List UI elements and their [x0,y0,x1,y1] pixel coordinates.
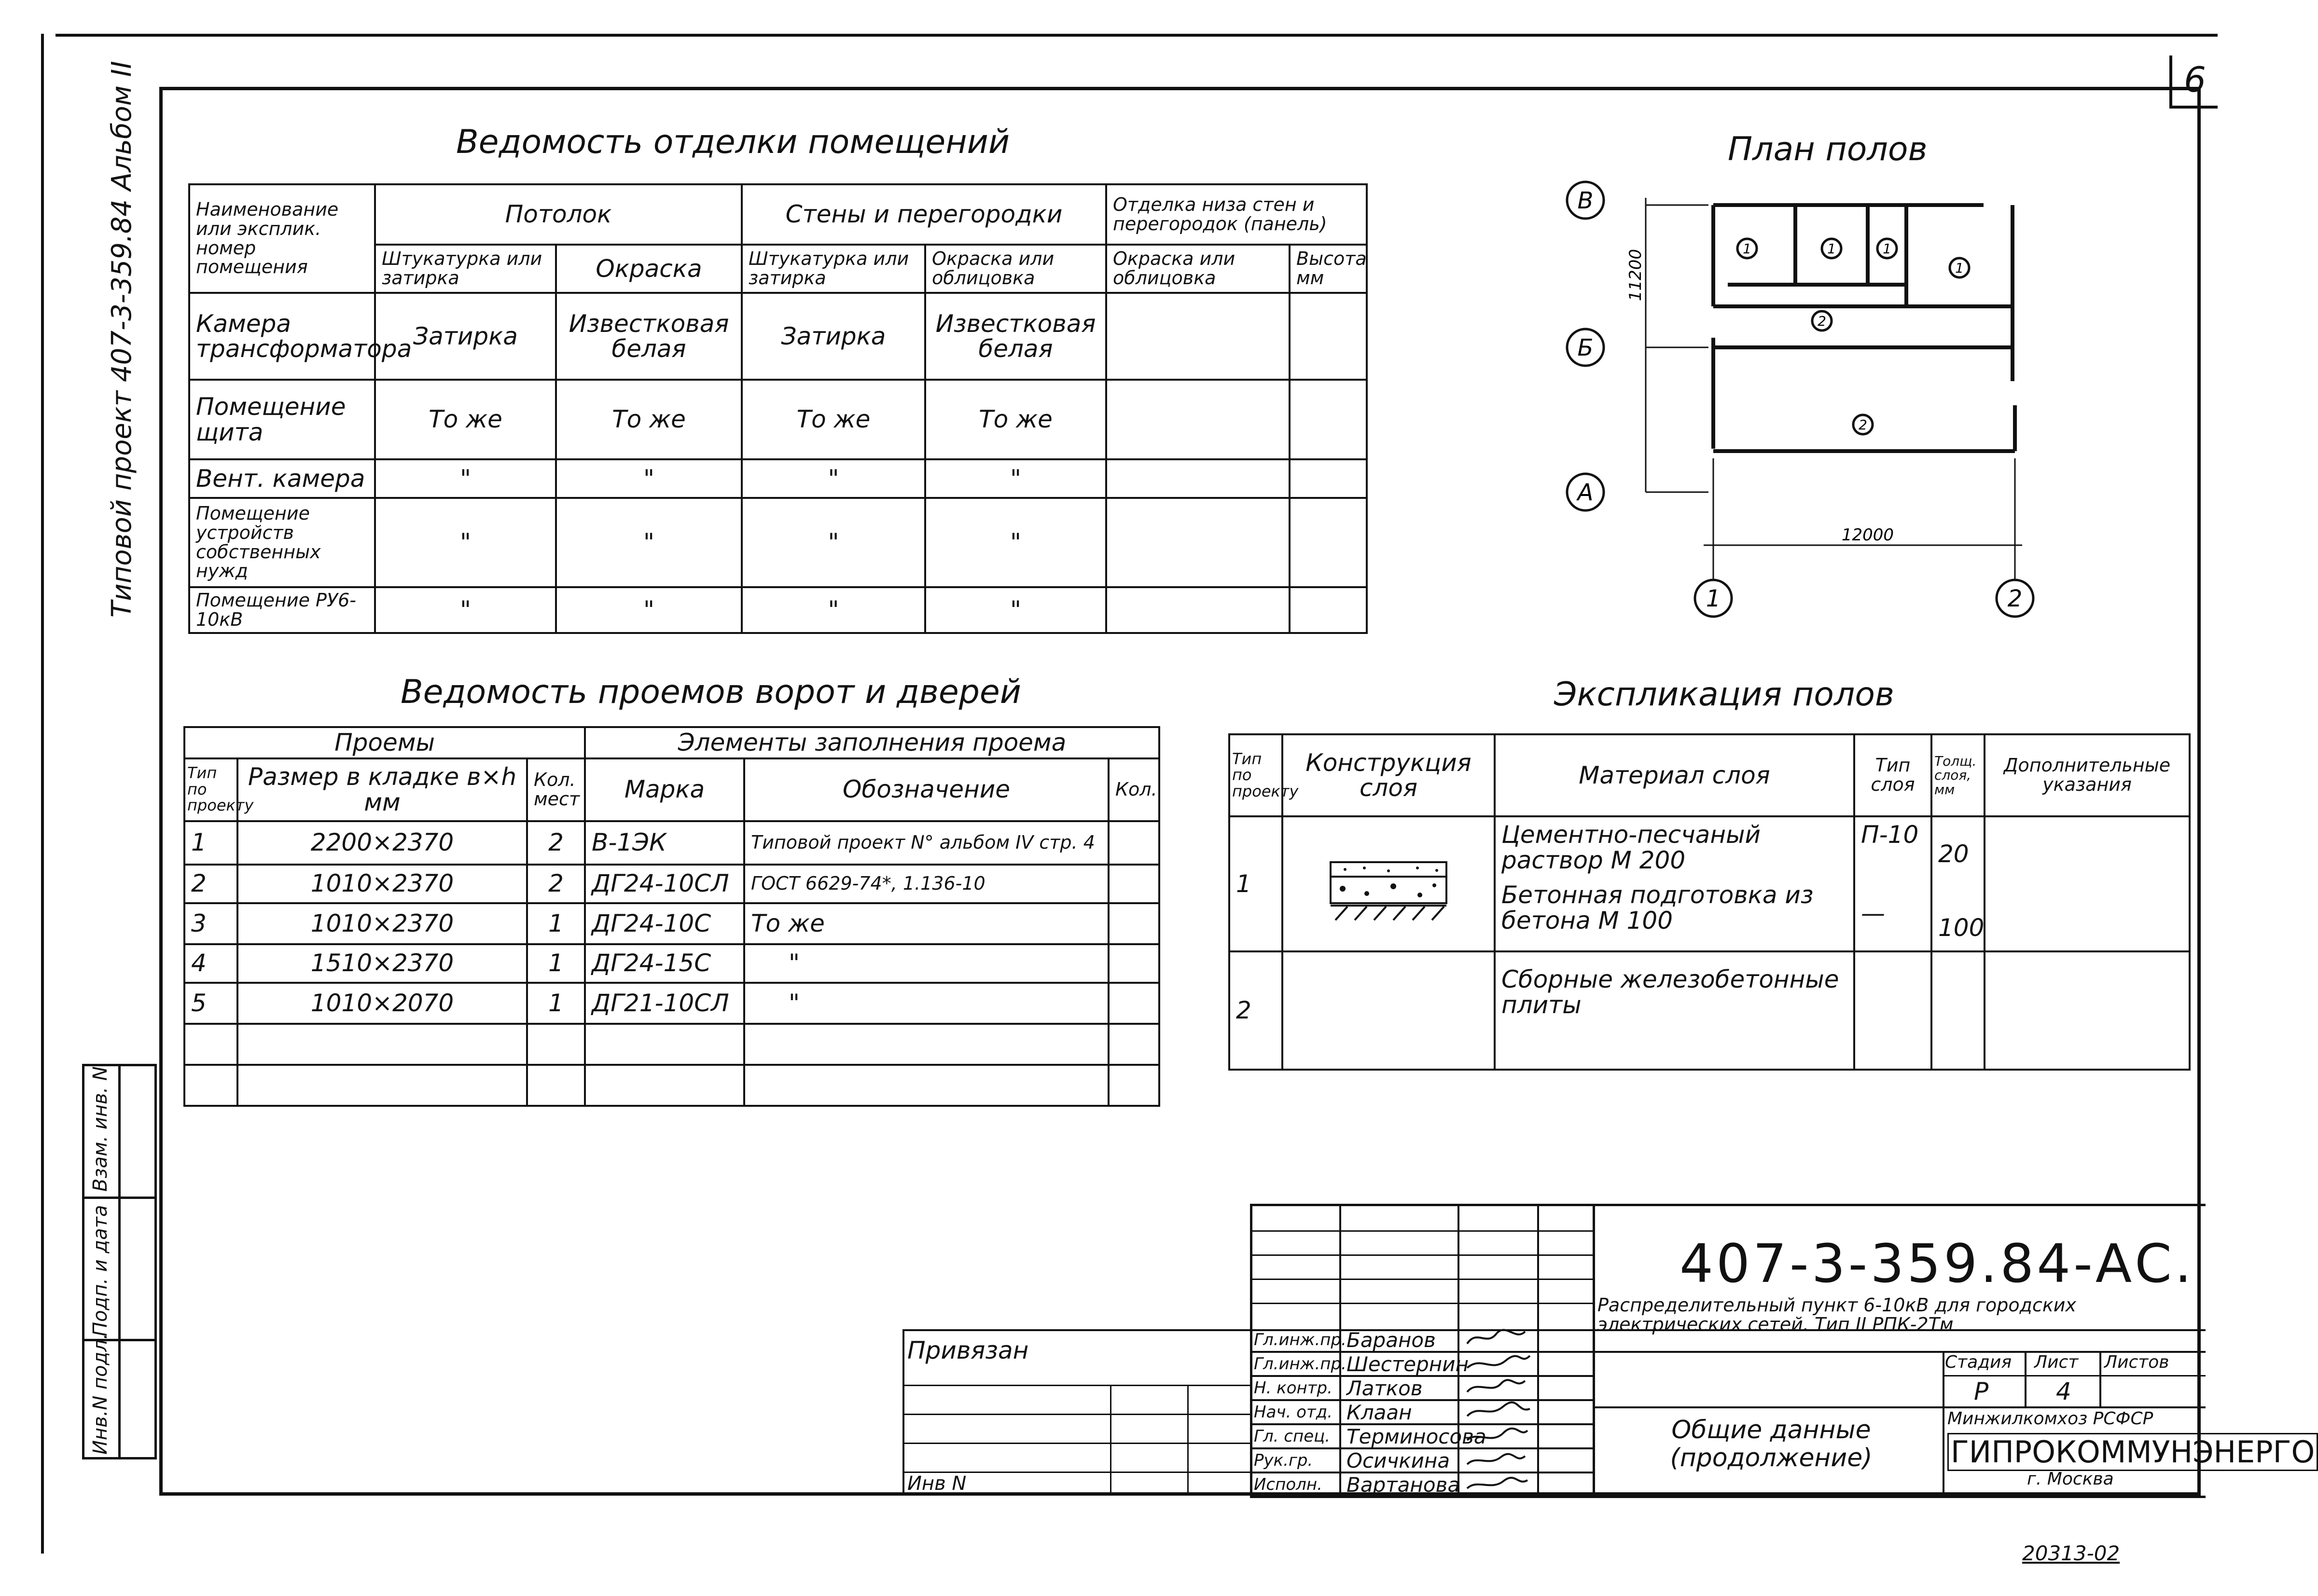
finish-cell: " [375,498,556,587]
signer-name: Терминосова [1346,1425,1486,1448]
finish-h-height: Высота мм [1290,245,1367,293]
finish-room: Помещение РУ6-10кВ [189,587,375,633]
opening-cell: 1 [184,821,237,865]
table-row [184,1024,1159,1065]
signer-role: Рук.гр. [1254,1451,1313,1470]
stamp-line [1593,1204,1595,1496]
signer-name: Клаан [1346,1401,1412,1424]
finish-cell [1106,459,1290,498]
opening-cell: То же [744,903,1109,944]
stamp-line [2099,1351,2101,1406]
opening-cell: 1010×2370 [237,903,527,944]
attached-line [1187,1385,1189,1496]
expl-cell [1931,951,1985,1070]
table-row [184,821,1159,865]
finish-cell: " [375,587,556,633]
expl-h-type: Тип по проекту [1229,734,1282,816]
side-label: Типовой проект 407-3-359.84 Альбом II [106,61,138,618]
room-mark: 1 [1827,241,1836,257]
signer-role: Гл. спец. [1254,1427,1331,1446]
finish-cell: То же [375,380,556,459]
stamp-line [1943,1351,1944,1496]
opening-cell: " [744,983,1109,1024]
floor-plan-title: План полов [1728,130,1928,168]
finish-cell: То же [925,380,1106,459]
axis-label: 2 [2007,585,2023,612]
finish-cell: " [925,498,1106,587]
finish-cell: Затирка [375,293,556,380]
opening-cell [1109,903,1159,944]
stamp-line [1250,1279,1593,1280]
finish-h-name: Наименование или эксплик. номер помещения [189,184,375,293]
table-row [184,865,1159,903]
finish-cell: " [742,498,925,587]
opening-cell: ДГ24-15С [585,944,744,983]
finish-cell: " [556,587,742,633]
signer-role: Нач. отд. [1254,1403,1333,1422]
signer-role: Исполн. [1254,1475,1322,1494]
table-row [1229,816,2190,951]
signatures [1462,1327,1535,1496]
floor-section-icon [1321,843,1456,925]
stamp-ministry: Минжилкомхоз РСФСР [1947,1409,2153,1429]
openings-h-count: Кол. мест [527,758,585,821]
finish-cell: Известковая белая [556,293,742,380]
room-mark: 2 [1818,313,1826,329]
finish-cell [1290,380,1367,459]
stamp-line [1250,1254,1593,1256]
floor-section-cell [1282,816,1495,951]
openings-table-title: Ведомость проемов ворот и дверей [401,673,1021,711]
expl-thickness: 100 [1938,913,1985,942]
opening-cell: 5 [184,983,237,1024]
table-row [184,983,1159,1024]
explication-title: Экспликация полов [1554,675,1895,714]
expl-cell: 1 [1229,816,1282,951]
opening-cell [1109,983,1159,1024]
table-row [184,903,1159,944]
expl-cell: 2 [1229,951,1282,1070]
stamp-line [1250,1204,2206,1206]
signer-name: Шестернин [1346,1352,1469,1376]
finish-cell: " [925,459,1106,498]
expl-h-notes: Дополнительные указания [1985,734,2190,816]
signer-name: Осичкина [1346,1449,1450,1472]
axis-label: Б [1577,334,1594,361]
attached-label: Привязан [907,1336,1029,1364]
finish-cell: " [925,587,1106,633]
openings-h-desig: Обозначение [744,758,1109,821]
opening-cell: 2 [527,865,585,903]
stamp-line [2025,1351,2027,1406]
room-mark: 1 [1883,241,1891,257]
opening-cell: 2200×2370 [237,821,527,865]
opening-cell: " [744,944,1109,983]
finish-cell: Известковая белая [925,293,1106,380]
stamp-block [1250,1204,2315,1497]
expl-layer-type: — [1861,899,1885,927]
finish-h-plaster: Штукатурка или затирка [375,245,556,293]
stamp-line [1943,1406,2206,1408]
finish-h-paint: Окраска [556,245,742,293]
stamp-doc-code: 407-3-359.84-АС. [1680,1233,2194,1294]
left-stamp-replace: Взам. инв. N [89,1066,111,1192]
dim-horizontal: 12000 [1841,525,1894,545]
room-mark: 2 [1859,417,1867,433]
expl-material: Бетонная подготовка из бетона М 100 [1501,881,1814,935]
opening-cell: 1 [527,983,585,1024]
opening-cell: 4 [184,944,237,983]
openings-table [183,726,1160,1107]
stamp-sheet: 4 [2056,1377,2071,1405]
opening-cell: 1010×2370 [237,865,527,903]
stamp-project-title: Распределительный пункт 6-10кВ для городских электрических сетей. Тип II РПК-2Тм [1597,1294,2076,1335]
openings-h-elements: Элементы заполнения проема [585,727,1159,758]
finish-cell [1106,380,1290,459]
expl-h-thickness: Толщ. слоя, мм [1931,734,1985,816]
finish-cell: Затирка [742,293,925,380]
opening-cell: ДГ24-10С [585,903,744,944]
stamp-sheet-label: Лист [2034,1352,2079,1372]
stamp-line [1457,1204,1459,1496]
left-stamp-divider [82,1197,157,1199]
left-stamp-sign: Подп. и дата [89,1205,111,1336]
signer-name: Баранов [1346,1328,1436,1352]
stamp-org: ГИПРОКОММУНЭНЕРГО [1947,1433,2318,1471]
attached-line [902,1414,1250,1415]
expl-thickness: 20 [1938,840,1969,868]
stamp-city: г. Москва [2027,1469,2114,1489]
expl-cell [1854,951,1931,1070]
table-row [184,944,1159,983]
expl-material: Сборные железобетонные плиты [1495,951,1854,1070]
table-row [189,293,1367,380]
floor-plan-drawing [1559,169,2066,632]
room-mark: 1 [1743,241,1751,257]
opening-cell: 2 [527,821,585,865]
finish-table-title: Ведомость отделки помещений [456,123,1010,161]
stamp-sheet-title: Общие данные (продолжение) [1670,1416,1873,1472]
opening-cell: 3 [184,903,237,944]
opening-cell: 1010×2070 [237,983,527,1024]
opening-cell: 1 [527,903,585,944]
finish-h-lower: Отделка низа стен и перегородок (панель) [1106,184,1367,245]
finish-cell [1290,293,1367,380]
stamp-line [1250,1303,1593,1304]
stamp-line [1943,1375,2206,1376]
signer-role: Н. контр. [1254,1378,1333,1398]
opening-cell: 1510×2370 [237,944,527,983]
expl-h-layer-type: Тип слоя [1854,734,1931,816]
finish-cell: " [556,498,742,587]
axis-label: А [1577,479,1594,506]
finish-room: Вент. камера [189,459,375,498]
dim-vertical: 11200 [1626,248,1645,302]
expl-cell [1985,816,2190,951]
signer-name: Латков [1346,1376,1423,1400]
floor-explication-table [1228,733,2191,1071]
axis-label: 1 [1706,585,1721,612]
expl-layer-type: П-10 [1861,821,1919,849]
signer-role: Гл.инж.пр. [1254,1354,1346,1374]
finish-h-ceiling: Потолок [375,184,742,245]
opening-cell: В-1ЭК [585,821,744,865]
finish-cell: " [742,459,925,498]
openings-h-openings: Проемы [184,727,585,758]
finish-cell [1290,498,1367,587]
finish-room: Помещение устройств собственных нужд [189,498,375,587]
finish-cell [1290,459,1367,498]
expl-h-material: Материал слоя [1495,734,1854,816]
finish-room: Камера трансформатора [189,293,375,380]
inv-label: Инв N [907,1472,967,1495]
finish-room: Помещение щита [189,380,375,459]
finish-cell: " [375,459,556,498]
stamp-line [1250,1230,1593,1232]
stamp-line [1339,1204,1341,1496]
table-row [1229,951,2190,1070]
finish-table [188,183,1368,634]
axis-label: В [1577,187,1594,214]
room-mark: 1 [1955,260,1964,276]
attached-line [902,1443,1250,1444]
attached-line [902,1385,1250,1386]
signer-name: Вартанова [1346,1473,1460,1497]
finish-cell [1106,293,1290,380]
openings-h-type: Тип по проекту [184,758,237,821]
opening-cell [1109,821,1159,865]
left-stamp-inv: Инв.N подл. [89,1333,111,1455]
expl-h-construction: Конструкция слоя [1282,734,1495,816]
table-row [189,459,1367,498]
finish-cell: " [556,459,742,498]
openings-h-mark: Марка [585,758,744,821]
opening-cell: 2 [184,865,237,903]
frame-left-line [41,34,44,1554]
opening-cell: ДГ21-10СЛ [585,983,744,1024]
bottom-code: 20313-02 [2022,1541,2120,1565]
finish-cell [1106,587,1290,633]
left-stamp-divider [118,1064,121,1459]
opening-cell [1109,944,1159,983]
expl-cell [1282,951,1495,1070]
table-row [189,587,1367,633]
stamp-line [1250,1204,1252,1496]
finish-cell [1290,587,1367,633]
attached-line [1110,1385,1111,1496]
openings-h-size: Размер в кладке в×h мм [237,758,527,821]
finish-h-paint2: Окраска или облицовка [925,245,1106,293]
stamp-stage: Р [1974,1377,1989,1405]
frame-top-line [56,34,2218,37]
finish-cell: То же [556,380,742,459]
signer-role: Гл.инж.пр. [1254,1330,1346,1349]
opening-cell: Типовой проект N° альбом IV стр. 4 [744,821,1109,865]
sheet-number: 6 [2169,55,2218,109]
opening-cell: 1 [527,944,585,983]
expl-material: Цементно-песчаный раствор М 200 [1501,821,1761,874]
expl-cell [1985,951,2190,1070]
table-row [184,1065,1159,1106]
finish-cell: " [742,587,925,633]
finish-h-walls: Стены и перегородки [742,184,1106,245]
stamp-stage-label: Стадия [1945,1352,2012,1372]
stamp-line [1537,1204,1539,1496]
stamp-sheets-label: Листов [2104,1352,2169,1372]
table-row [189,380,1367,459]
finish-h-paint3: Окраска или облицовка [1106,245,1290,293]
finish-cell: То же [742,380,925,459]
openings-h-qty: Кол. [1109,758,1159,821]
opening-cell [1109,865,1159,903]
table-row [189,498,1367,587]
finish-h-plaster2: Штукатурка или затирка [742,245,925,293]
opening-cell: ДГ24-10СЛ [585,865,744,903]
opening-cell: ГОСТ 6629-74*, 1.136-10 [744,865,1109,903]
finish-cell [1106,498,1290,587]
